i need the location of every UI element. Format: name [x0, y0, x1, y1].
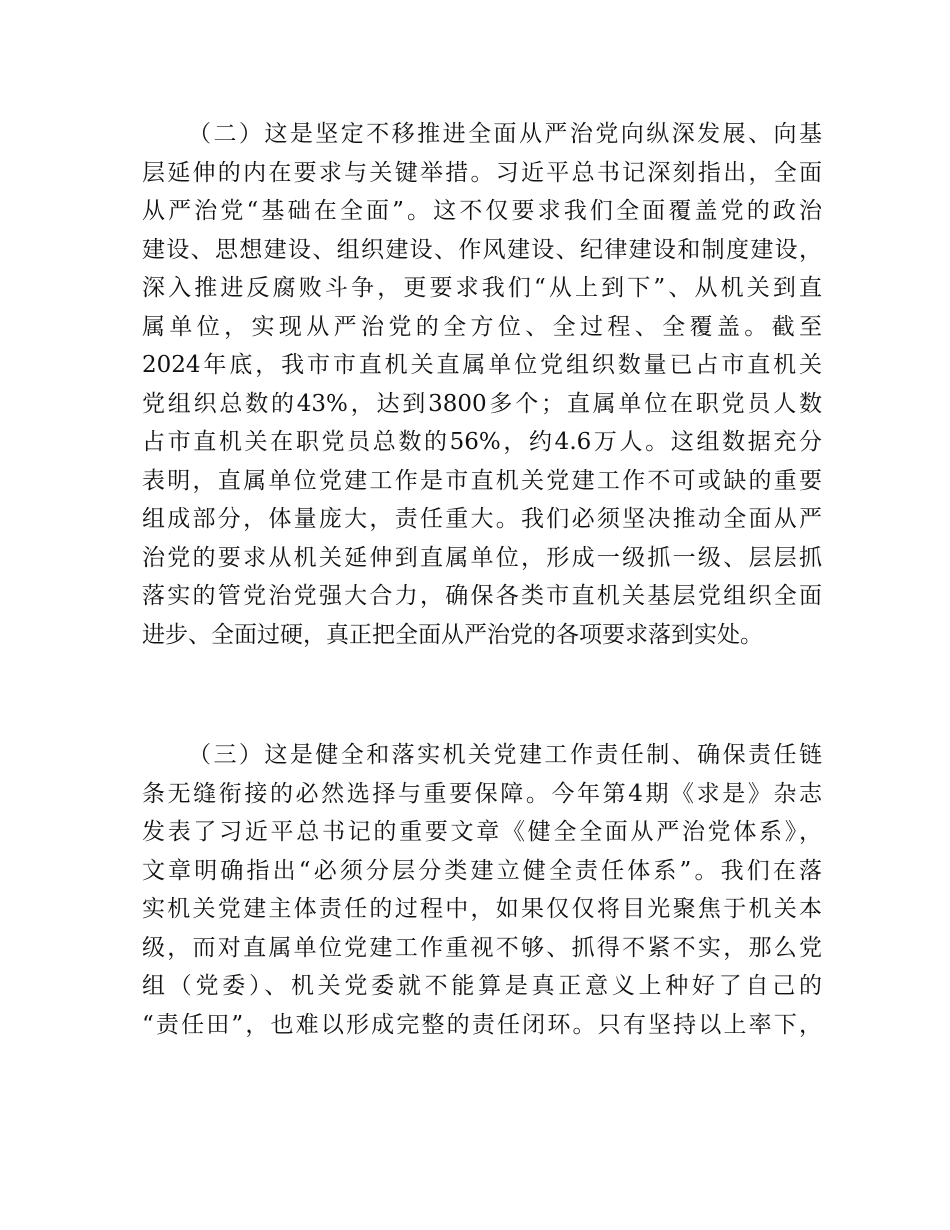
- paragraph-line: 组（党委）、机关党委就不能算是真正意义上种好了自己的: [142, 973, 822, 999]
- paragraph-line: 文章明确指出“必须分层分类建立健全责任体系”。我们在落: [142, 857, 822, 884]
- paragraph-line: 实机关党建主体责任的过程中，如果仅仅将目光聚焦于机关本: [142, 896, 822, 922]
- paragraph-line: “责任田”，也难以形成完整的责任闭环。只有坚持以上率下，: [142, 1011, 822, 1038]
- paragraph-line: 从严治党“基础在全面”。这不仅要求我们全面覆盖党的政治: [142, 198, 822, 224]
- paragraph-line: 落实的管党治党强大合力，确保各类市直机关基层党组织全面: [142, 583, 822, 609]
- paragraph-line: 党组织总数的43%，达到3800多个；直属单位在职党员人数: [142, 390, 822, 417]
- paragraph-line: 建设、思想建设、组织建设、作风建设、纪律建设和制度建设，: [142, 236, 822, 263]
- paragraph-line: 2024年底，我市市直机关直属单位党组织数量已占市直机关: [142, 352, 822, 378]
- paragraph-section-two: [142, 115, 822, 654]
- paragraph-line: （二）这是坚定不移推进全面从严治党向纵深发展、向基: [188, 121, 822, 147]
- paragraph-line: 组成部分，体量庞大，责任重大。我们必须坚决推动全面从严: [142, 506, 822, 532]
- paragraph-line: 发表了习近平总书记的重要文章《健全全面从严治党体系》，: [142, 819, 822, 845]
- paragraph-line: 进步、全面过硬，真正把全面从严治党的各项要求落到实处。: [142, 621, 763, 648]
- paragraph-line: 条无缝衔接的必然选择与重要保障。今年第4期《求是》杂志: [142, 780, 822, 807]
- paragraph-line: 深入推进反腐败斗争，更要求我们“从上到下”、从机关到直: [142, 275, 822, 301]
- paragraph-line: 占市直机关在职党员总数的56%，约4.6万人。这组数据充分: [142, 429, 822, 455]
- paragraph-line: 属单位，实现从严治党的全方位、全过程、全覆盖。截至: [142, 313, 822, 340]
- paragraph-line: 表明，直属单位党建工作是市直机关党建工作不可或缺的重要: [142, 467, 822, 494]
- paragraph-line: 治党的要求从机关延伸到直属单位，形成一级抓一级、层层抓: [142, 544, 822, 571]
- paragraph-line: 层延伸的内在要求与关键举措。习近平总书记深刻指出，全面: [142, 159, 822, 186]
- paragraph-line: 级，而对直属单位党建工作重视不够、抓得不紧不实，那么党: [142, 934, 822, 961]
- paragraph-line: （三）这是健全和落实机关党建工作责任制、确保责任链: [188, 742, 822, 768]
- paragraph-section-three: [142, 736, 822, 1044]
